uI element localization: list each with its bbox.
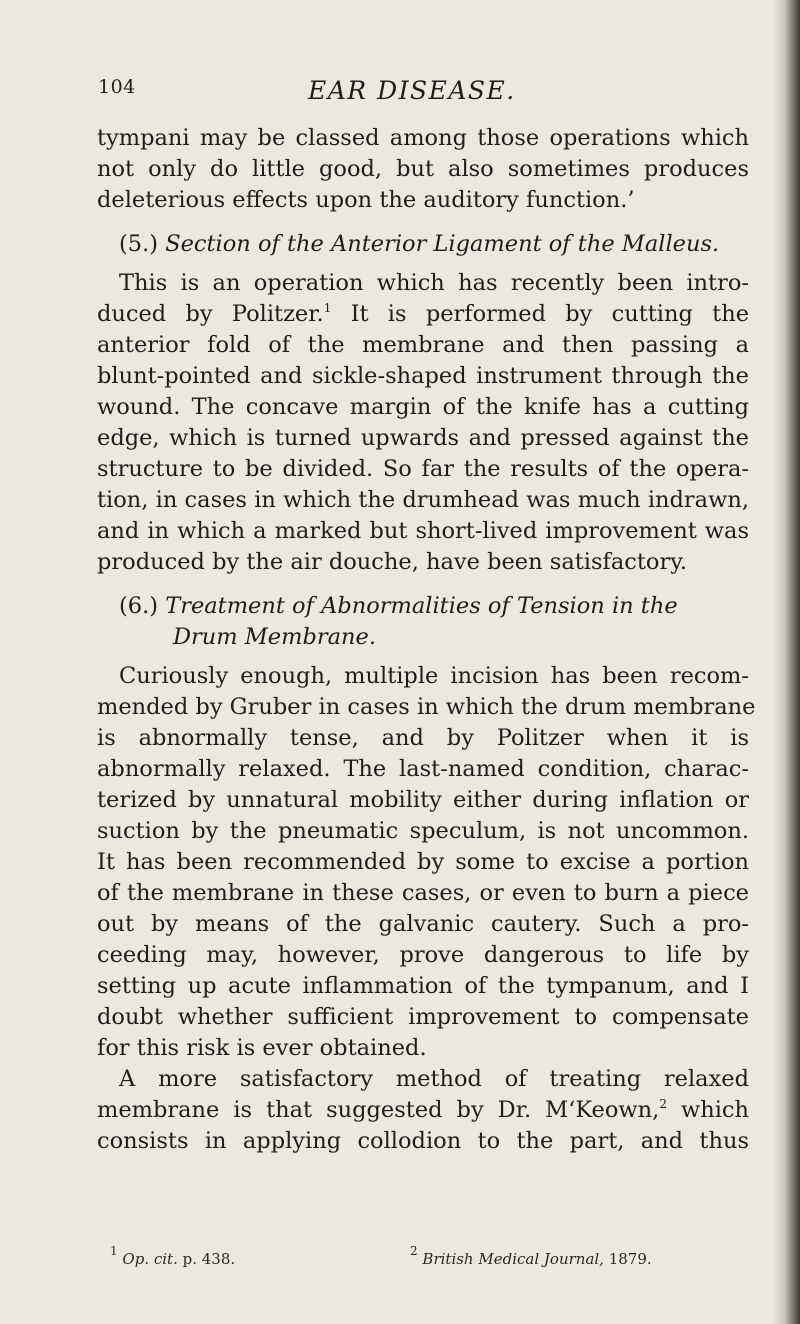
text-line: is abnormally tense, and by Politzer when it is [97,725,749,751]
text-fragment: membrane is that suggested by Dr. M‘Keown, [97,1097,660,1123]
text-line: consists in applying collodion to the part, and thus [97,1128,749,1154]
text-line: blunt-pointed and sickle-shaped instrument through the [97,363,749,389]
text-line: It has been recommended by some to excise a portion [97,849,749,875]
section-number: (5.) [119,231,159,257]
text-line: terized by unnatural mobility either during inflation or [97,787,749,813]
body-text [97,123,756,1157]
text-line: for this risk is ever obtained. [97,1035,427,1061]
text-line: of the membrane in these cases, or even to burn a piece [97,880,749,906]
footnote-mark: 1 [110,1244,118,1258]
text-line: anterior fold of the membrane and then passing a [97,332,749,358]
section-title: Section of the Anterior Ligament of the Malleus. [165,231,720,257]
footnote-ref-2: 2 [659,1097,667,1111]
text-line: wound. The concave margin of the knife has a cutting [97,394,749,420]
footnote-text: 1879. [603,1250,652,1268]
text-line: A more satisfactory method of treating relaxed [119,1066,749,1092]
text-line: abnormally relaxed. The last-named condition, charac- [97,756,749,782]
text-fragment: duced by Politzer. [97,301,324,327]
section-number: (6.) [119,593,159,619]
running-head: EAR DISEASE. [308,76,516,105]
page-header [98,76,748,106]
text-line: out by means of the galvanic cautery. Such a pro- [97,911,749,937]
text-line: Curiously enough, multiple incision has been recom- [119,663,749,689]
page-number: 104 [98,76,136,98]
text-line: deleterious effects upon the auditory function.’ [97,187,635,213]
text-line-with-footnote [97,299,749,330]
section-heading-5 [97,229,749,260]
text-line: mended by Gruber in cases in which the drum membrane [97,694,756,720]
section-title-continued: Drum Membrane. [173,624,376,650]
text-fragment: It is performed by cutting the [350,301,750,327]
text-line: This is an operation which has recently been intro- [119,270,749,296]
text-line: tympani may be classed among those operations which [97,125,749,151]
text-line: doubt whether sufficient improvement to compensate [97,1004,749,1030]
footnote-citation: British Medical Journal, [422,1250,604,1268]
text-line: ceeding may, however, prove dangerous to life by [97,942,749,968]
footnote-1 [110,1244,236,1268]
section-title: Treatment of Abnormalities of Tension in the [165,593,678,619]
text-fragment: which [680,1097,749,1123]
footnote-text: p. 438. [177,1250,236,1268]
footnote-citation: Op. cit. [122,1250,178,1268]
text-line: structure to be divided. So far the results of the opera- [97,456,749,482]
text-line: setting up acute inflammation of the tympanum, and I [97,973,749,999]
text-line: and in which a marked but short-lived improvement was [97,518,749,544]
section-heading-6 [97,591,749,622]
footnote-mark: 2 [410,1244,418,1258]
page-edge-shadow [772,0,800,1324]
text-line: not only do little good, but also sometimes produces [97,156,749,182]
text-line: tion, in cases in which the drumhead was much indrawn, [97,487,749,513]
text-line-with-footnote [97,1095,749,1126]
text-line: produced by the air douche, have been satisfactory. [97,549,688,575]
text-line: suction by the pneumatic speculum, is not uncommon. [97,818,749,844]
footnote-2 [410,1244,652,1268]
text-line: edge, which is turned upwards and pressed against the [97,425,749,451]
footnote-ref-1: 1 [323,301,332,315]
